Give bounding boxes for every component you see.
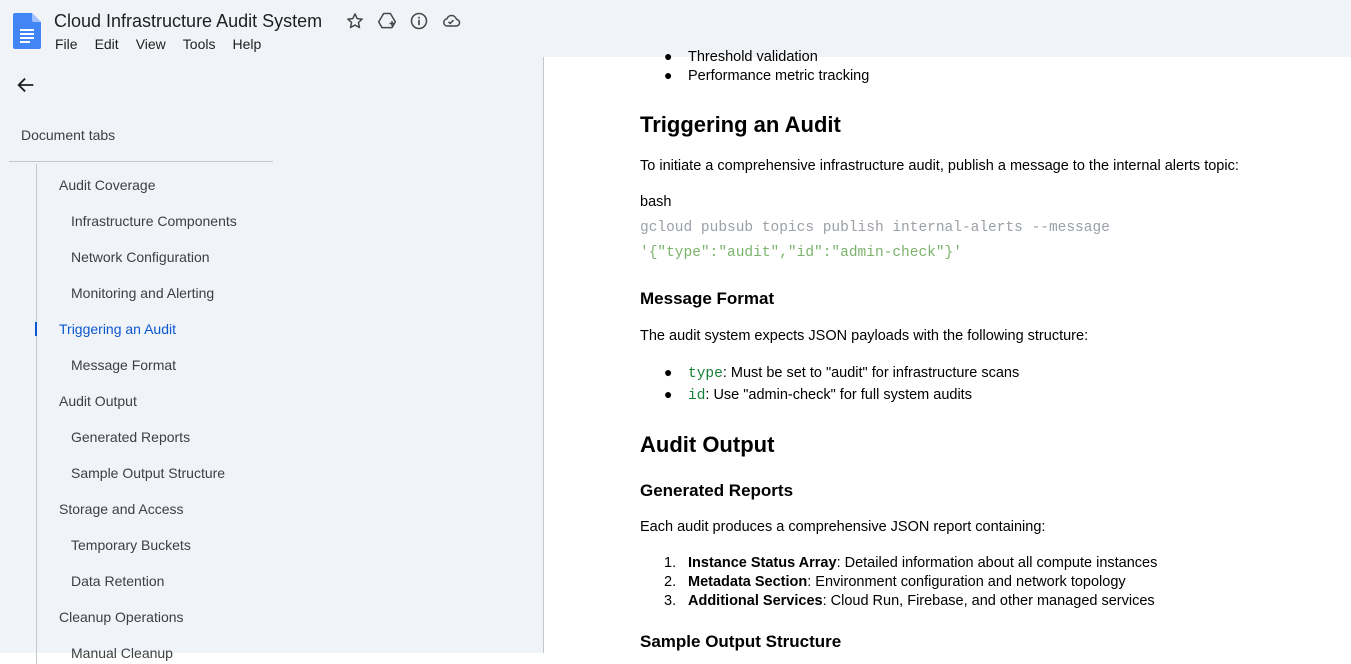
heading-audit-output: Audit Output bbox=[640, 432, 775, 457]
list-item-bold: Additional Services bbox=[688, 593, 823, 609]
info-icon[interactable] bbox=[409, 11, 429, 31]
code-line: '{"type":"audit","id":"admin-check"}' bbox=[640, 245, 962, 261]
code-language-label: bash bbox=[640, 194, 672, 210]
list-item-bold: Metadata Section bbox=[688, 574, 808, 590]
star-icon[interactable] bbox=[345, 11, 365, 31]
back-arrow-icon[interactable] bbox=[15, 74, 37, 96]
list-item-text: : Detailed information about all compute instances bbox=[836, 555, 1158, 571]
outline-item-network-configuration[interactable]: Network Configuration bbox=[71, 249, 210, 265]
list-number: 3. bbox=[664, 593, 677, 609]
document-tabs-heading: Document tabs bbox=[21, 127, 116, 143]
outline-item-message-format[interactable]: Message Format bbox=[71, 357, 177, 373]
list-item: Performance metric tracking bbox=[688, 68, 870, 84]
outline-tree-line bbox=[36, 164, 37, 664]
outline-item-triggering-audit[interactable]: Triggering an Audit bbox=[59, 321, 176, 337]
move-to-drive-icon[interactable] bbox=[377, 11, 397, 31]
list-item-text: : Must be set to "audit" for infrastructure scans bbox=[722, 365, 1020, 381]
outline-item-audit-output[interactable]: Audit Output bbox=[59, 393, 137, 409]
paragraph: The audit system expects JSON payloads with the following structure: bbox=[640, 328, 1089, 344]
menu-help[interactable]: Help bbox=[232, 36, 262, 52]
list-number: 2. bbox=[664, 574, 677, 590]
active-indicator bbox=[35, 322, 37, 336]
docs-logo-icon[interactable] bbox=[13, 13, 41, 49]
heading-generated-reports: Generated Reports bbox=[640, 481, 794, 500]
outline-item-infrastructure-components[interactable]: Infrastructure Components bbox=[71, 213, 237, 229]
menu-file[interactable]: File bbox=[55, 36, 78, 52]
paragraph: Each audit produces a comprehensive JSON report containing: bbox=[640, 519, 1046, 535]
document-outline-sidebar bbox=[0, 57, 544, 661]
bullet-dot: ● bbox=[664, 386, 673, 402]
outline-item-sample-output-structure[interactable]: Sample Output Structure bbox=[71, 465, 226, 481]
code-line: gcloud pubsub topics publish internal-alerts --message bbox=[640, 220, 1110, 236]
inline-code: id bbox=[688, 388, 706, 404]
top-bar bbox=[0, 0, 1351, 57]
inline-code: type bbox=[688, 366, 723, 382]
menu-tools[interactable]: Tools bbox=[182, 36, 216, 52]
list-item-text: : Cloud Run, Firebase, and other managed services bbox=[822, 593, 1155, 609]
outline-item-storage-access[interactable]: Storage and Access bbox=[59, 501, 184, 517]
list-number: 1. bbox=[664, 555, 677, 571]
menu-bar bbox=[55, 35, 278, 53]
list-item bbox=[688, 573, 1126, 592]
heading-message-format: Message Format bbox=[640, 289, 775, 308]
outline-item-data-retention[interactable]: Data Retention bbox=[71, 573, 165, 589]
menu-edit[interactable]: Edit bbox=[94, 36, 119, 52]
divider bbox=[9, 161, 273, 162]
list-item-text: : Use "admin-check" for full system audits bbox=[705, 387, 972, 403]
document-title[interactable]: Cloud Infrastructure Audit System bbox=[54, 11, 323, 31]
document-body[interactable] bbox=[544, 48, 1351, 653]
outline-item-audit-coverage[interactable]: Audit Coverage bbox=[59, 177, 156, 193]
menu-view[interactable]: View bbox=[135, 36, 166, 52]
list-item bbox=[688, 386, 972, 406]
outline-item-manual-cleanup[interactable]: Manual Cleanup bbox=[71, 645, 173, 661]
cloud-status-icon[interactable] bbox=[441, 11, 461, 31]
list-item: Threshold validation bbox=[688, 49, 818, 65]
outline-item-generated-reports[interactable]: Generated Reports bbox=[71, 429, 191, 445]
bullet-dot: ● bbox=[664, 67, 673, 83]
bullet-dot: ● bbox=[664, 48, 673, 64]
list-item bbox=[688, 554, 1157, 573]
outline-item-monitoring-alerting[interactable]: Monitoring and Alerting bbox=[71, 285, 215, 301]
list-item-text: : Environment configuration and network topology bbox=[807, 574, 1126, 590]
outline-item-temporary-buckets[interactable]: Temporary Buckets bbox=[71, 537, 191, 553]
list-item bbox=[688, 364, 1019, 384]
bullet-dot: ● bbox=[664, 364, 673, 380]
heading-triggering-audit: Triggering an Audit bbox=[640, 112, 841, 137]
heading-sample-output-structure: Sample Output Structure bbox=[640, 632, 842, 651]
outline-item-cleanup-operations[interactable]: Cleanup Operations bbox=[59, 609, 184, 625]
list-item bbox=[688, 592, 1155, 611]
list-item-bold: Instance Status Array bbox=[688, 555, 837, 571]
paragraph: To initiate a comprehensive infrastructure audit, publish a message to the internal alerts topic: bbox=[640, 158, 1239, 174]
